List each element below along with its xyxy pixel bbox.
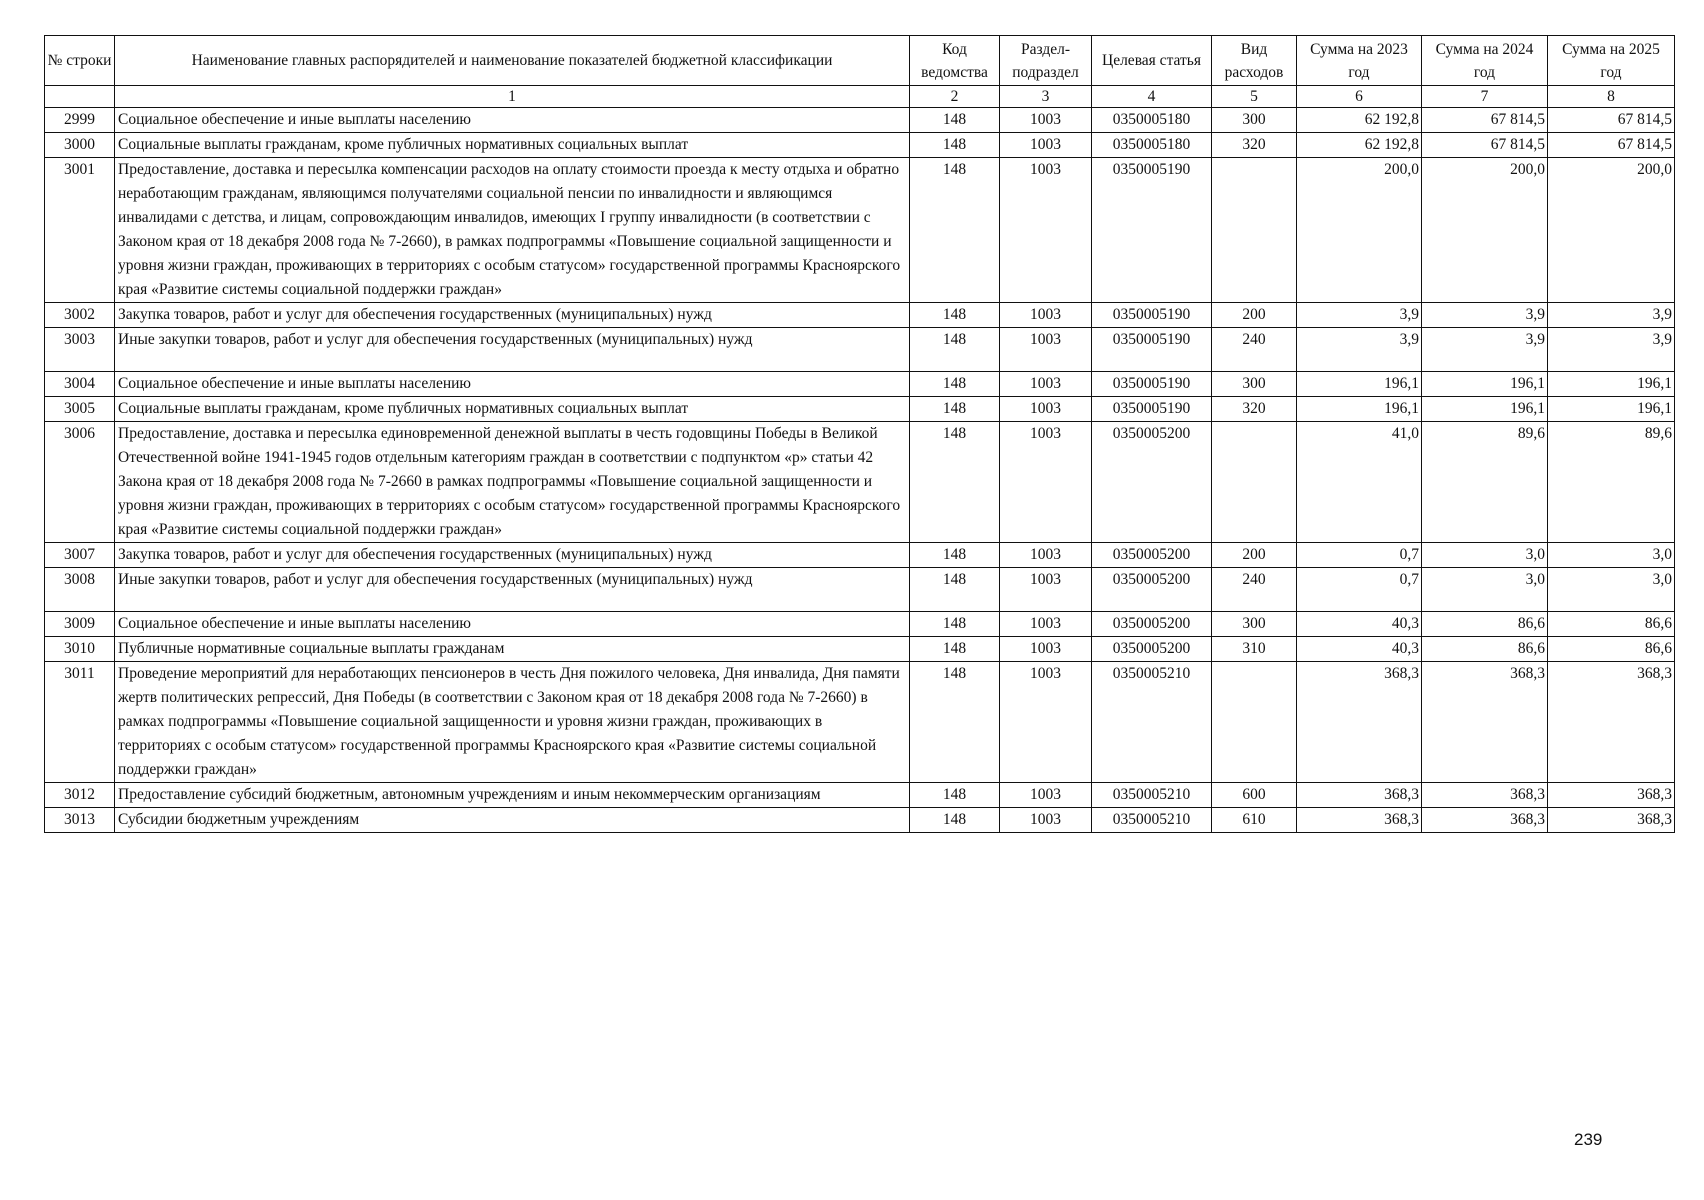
section-code: 1003 xyxy=(1000,422,1092,543)
section-code: 1003 xyxy=(1000,108,1092,133)
table-row xyxy=(45,422,1675,543)
header-sum-2024: Сумма на 2024 год xyxy=(1422,36,1548,86)
expense-kind: 300 xyxy=(1212,372,1297,397)
sum-2024: 89,6 xyxy=(1422,422,1548,543)
row-name: Социальные выплаты гражданам, кроме публичных нормативных социальных выплат xyxy=(115,133,910,158)
row-name: Социальное обеспечение и иные выплаты населению xyxy=(115,108,910,133)
sum-2024: 3,0 xyxy=(1422,568,1548,612)
section-code: 1003 xyxy=(1000,328,1092,372)
row-name: Субсидии бюджетным учреждениям xyxy=(115,808,910,833)
expense-kind: 240 xyxy=(1212,568,1297,612)
dept-code: 148 xyxy=(910,158,1000,303)
target-article: 0350005200 xyxy=(1092,612,1212,637)
page-number: 239 xyxy=(1574,1130,1603,1149)
sum-2024: 3,9 xyxy=(1422,303,1548,328)
row-number: 2999 xyxy=(45,108,115,133)
row-name: Социальное обеспечение и иные выплаты населению xyxy=(115,372,910,397)
dept-code: 148 xyxy=(910,397,1000,422)
section-code: 1003 xyxy=(1000,662,1092,783)
row-name: Иные закупки товаров, работ и услуг для обеспечения государственных (муниципальных) нужд xyxy=(115,568,910,612)
dept-code: 148 xyxy=(910,372,1000,397)
target-article: 0350005210 xyxy=(1092,783,1212,808)
sum-2023: 40,3 xyxy=(1297,612,1422,637)
column-index: 5 xyxy=(1212,86,1297,108)
header-name: Наименование главных распорядителей и наименование показателей бюджетной классификации xyxy=(115,36,910,86)
row-number: 3005 xyxy=(45,397,115,422)
sum-2024: 67 814,5 xyxy=(1422,108,1548,133)
dept-code: 148 xyxy=(910,783,1000,808)
expense-kind: 200 xyxy=(1212,303,1297,328)
sum-2023: 40,3 xyxy=(1297,637,1422,662)
row-number: 3009 xyxy=(45,612,115,637)
sum-2025: 3,9 xyxy=(1548,328,1675,372)
sum-2025: 196,1 xyxy=(1548,372,1675,397)
sum-2024: 368,3 xyxy=(1422,783,1548,808)
header-sum-2023: Сумма на 2023 год xyxy=(1297,36,1422,86)
expense-kind: 240 xyxy=(1212,328,1297,372)
section-code: 1003 xyxy=(1000,568,1092,612)
sum-2024: 86,6 xyxy=(1422,612,1548,637)
sum-2023: 368,3 xyxy=(1297,662,1422,783)
header-row xyxy=(45,36,1675,86)
sum-2024: 200,0 xyxy=(1422,158,1548,303)
row-number: 3003 xyxy=(45,328,115,372)
sum-2024: 368,3 xyxy=(1422,662,1548,783)
section-code: 1003 xyxy=(1000,303,1092,328)
sum-2025: 200,0 xyxy=(1548,158,1675,303)
target-article: 0350005190 xyxy=(1092,158,1212,303)
expense-kind: 200 xyxy=(1212,543,1297,568)
table-row xyxy=(45,328,1675,372)
section-code: 1003 xyxy=(1000,612,1092,637)
column-index: 8 xyxy=(1548,86,1675,108)
section-code: 1003 xyxy=(1000,783,1092,808)
sum-2025: 86,6 xyxy=(1548,637,1675,662)
expense-kind: 600 xyxy=(1212,783,1297,808)
row-number: 3007 xyxy=(45,543,115,568)
header-expense-kind: Вид расходов xyxy=(1212,36,1297,86)
dept-code: 148 xyxy=(910,637,1000,662)
header-section: Раздел-подраздел xyxy=(1000,36,1092,86)
table-row xyxy=(45,397,1675,422)
sum-2025: 89,6 xyxy=(1548,422,1675,543)
table-row xyxy=(45,568,1675,612)
dept-code: 148 xyxy=(910,568,1000,612)
sum-2025: 368,3 xyxy=(1548,783,1675,808)
sum-2025: 368,3 xyxy=(1548,808,1675,833)
column-index-blank xyxy=(45,86,115,108)
sum-2023: 196,1 xyxy=(1297,372,1422,397)
row-name: Предоставление, доставка и пересылка единовременной денежной выплаты в честь годовщины Победы в Великой Отечественной войне 1941-1945 годов отдельным категориям граждан в соответствии с подпунктом «р» статьи 42 Закона края от 18 декабря 2008 года № 7-2660 в рамках подпрограммы «Повышение социальной защищенности и уровня жизни граждан, проживающих в территориях с особым статусом» государственной программы Красноярского края «Развитие системы социальной поддержки граждан» xyxy=(115,422,910,543)
sum-2023: 368,3 xyxy=(1297,783,1422,808)
dept-code: 148 xyxy=(910,108,1000,133)
row-name: Социальные выплаты гражданам, кроме публичных нормативных социальных выплат xyxy=(115,397,910,422)
section-code: 1003 xyxy=(1000,133,1092,158)
sum-2025: 67 814,5 xyxy=(1548,133,1675,158)
sum-2023: 200,0 xyxy=(1297,158,1422,303)
expense-kind: 320 xyxy=(1212,133,1297,158)
table-row xyxy=(45,543,1675,568)
sum-2025: 67 814,5 xyxy=(1548,108,1675,133)
sum-2024: 86,6 xyxy=(1422,637,1548,662)
table-row xyxy=(45,303,1675,328)
expense-kind: 310 xyxy=(1212,637,1297,662)
table-row xyxy=(45,637,1675,662)
column-index: 1 xyxy=(115,86,910,108)
row-name: Предоставление субсидий бюджетным, автономным учреждениям и иным некоммерческим организациям xyxy=(115,783,910,808)
row-name: Предоставление, доставка и пересылка компенсации расходов на оплату стоимости проезда к месту отдыха и обратно неработающим гражданам, являющимся получателями социальной пенсии по инвалидности и являющимся инвалидами с детства, и лицам, сопровождающим инвалидов, имеющих I группу инвалидности (в соответствии с Законом края от 18 декабря 2008 года № 7-2660), в рамках подпрограммы «Повышение социальной защищенности и уровня жизни граждан, проживающих в территориях с особым статусом» государственной программы Красноярского края «Развитие системы социальной поддержки граждан» xyxy=(115,158,910,303)
budget-table xyxy=(44,35,1675,833)
sum-2023: 3,9 xyxy=(1297,328,1422,372)
row-name: Проведение мероприятий для неработающих пенсионеров в честь Дня пожилого человека, Дня инвалида, Дня памяти жертв политических репрессий, Дня Победы (в соответствии с Законом края от 18 декабря 2008 года № 7-2660) в рамках подпрограммы «Повышение социальной защищенности и уровня жизни граждан, проживающих в территориях с особым статусом» государственной программы Красноярского края «Развитие системы социальной поддержки граждан» xyxy=(115,662,910,783)
table-row xyxy=(45,133,1675,158)
expense-kind: 320 xyxy=(1212,397,1297,422)
table-row xyxy=(45,783,1675,808)
row-name: Социальное обеспечение и иные выплаты населению xyxy=(115,612,910,637)
expense-kind: 300 xyxy=(1212,612,1297,637)
sum-2024: 196,1 xyxy=(1422,397,1548,422)
target-article: 0350005210 xyxy=(1092,662,1212,783)
target-article: 0350005210 xyxy=(1092,808,1212,833)
target-article: 0350005200 xyxy=(1092,568,1212,612)
target-article: 0350005190 xyxy=(1092,328,1212,372)
section-code: 1003 xyxy=(1000,372,1092,397)
sum-2024: 3,9 xyxy=(1422,328,1548,372)
sum-2024: 3,0 xyxy=(1422,543,1548,568)
sum-2023: 0,7 xyxy=(1297,568,1422,612)
expense-kind xyxy=(1212,422,1297,543)
sum-2024: 67 814,5 xyxy=(1422,133,1548,158)
table-row xyxy=(45,612,1675,637)
sum-2024: 196,1 xyxy=(1422,372,1548,397)
column-index: 7 xyxy=(1422,86,1548,108)
target-article: 0350005200 xyxy=(1092,422,1212,543)
column-index: 3 xyxy=(1000,86,1092,108)
sum-2025: 368,3 xyxy=(1548,662,1675,783)
target-article: 0350005180 xyxy=(1092,133,1212,158)
expense-kind xyxy=(1212,158,1297,303)
target-article: 0350005200 xyxy=(1092,543,1212,568)
target-article: 0350005190 xyxy=(1092,397,1212,422)
table-row xyxy=(45,158,1675,303)
dept-code: 148 xyxy=(910,133,1000,158)
header-row-number: № строки xyxy=(45,36,115,86)
header-sum-2025: Сумма на 2025 год xyxy=(1548,36,1675,86)
sum-2023: 41,0 xyxy=(1297,422,1422,543)
dept-code: 148 xyxy=(910,808,1000,833)
section-code: 1003 xyxy=(1000,808,1092,833)
dept-code: 148 xyxy=(910,612,1000,637)
section-code: 1003 xyxy=(1000,158,1092,303)
target-article: 0350005200 xyxy=(1092,637,1212,662)
dept-code: 148 xyxy=(910,662,1000,783)
dept-code: 148 xyxy=(910,303,1000,328)
row-name: Публичные нормативные социальные выплаты гражданам xyxy=(115,637,910,662)
column-index: 6 xyxy=(1297,86,1422,108)
table-row xyxy=(45,662,1675,783)
table-row xyxy=(45,372,1675,397)
section-code: 1003 xyxy=(1000,637,1092,662)
budget-table-container xyxy=(44,35,1675,833)
target-article: 0350005190 xyxy=(1092,303,1212,328)
section-code: 1003 xyxy=(1000,543,1092,568)
row-number: 3008 xyxy=(45,568,115,612)
sum-2023: 62 192,8 xyxy=(1297,133,1422,158)
target-article: 0350005190 xyxy=(1092,372,1212,397)
sum-2025: 3,0 xyxy=(1548,568,1675,612)
row-number: 3013 xyxy=(45,808,115,833)
sum-2025: 196,1 xyxy=(1548,397,1675,422)
sum-2023: 0,7 xyxy=(1297,543,1422,568)
sum-2024: 368,3 xyxy=(1422,808,1548,833)
section-code: 1003 xyxy=(1000,397,1092,422)
row-name: Иные закупки товаров, работ и услуг для обеспечения государственных (муниципальных) нужд xyxy=(115,328,910,372)
sum-2025: 86,6 xyxy=(1548,612,1675,637)
row-number: 3012 xyxy=(45,783,115,808)
row-number: 3006 xyxy=(45,422,115,543)
header-dept-code: Код ведомства xyxy=(910,36,1000,86)
expense-kind xyxy=(1212,662,1297,783)
row-number: 3000 xyxy=(45,133,115,158)
row-number: 3011 xyxy=(45,662,115,783)
sum-2023: 368,3 xyxy=(1297,808,1422,833)
row-number: 3001 xyxy=(45,158,115,303)
row-number: 3010 xyxy=(45,637,115,662)
dept-code: 148 xyxy=(910,422,1000,543)
row-number: 3002 xyxy=(45,303,115,328)
sum-2023: 3,9 xyxy=(1297,303,1422,328)
column-index: 4 xyxy=(1092,86,1212,108)
row-name: Закупка товаров, работ и услуг для обеспечения государственных (муниципальных) нужд xyxy=(115,303,910,328)
row-number: 3004 xyxy=(45,372,115,397)
sum-2023: 62 192,8 xyxy=(1297,108,1422,133)
dept-code: 148 xyxy=(910,543,1000,568)
expense-kind: 300 xyxy=(1212,108,1297,133)
sum-2025: 3,9 xyxy=(1548,303,1675,328)
target-article: 0350005180 xyxy=(1092,108,1212,133)
header-target-article: Целевая статья xyxy=(1092,36,1212,86)
row-name: Закупка товаров, работ и услуг для обеспечения государственных (муниципальных) нужд xyxy=(115,543,910,568)
sum-2023: 196,1 xyxy=(1297,397,1422,422)
dept-code: 148 xyxy=(910,328,1000,372)
column-index-row xyxy=(45,86,1675,108)
expense-kind: 610 xyxy=(1212,808,1297,833)
table-row xyxy=(45,808,1675,833)
sum-2025: 3,0 xyxy=(1548,543,1675,568)
column-index: 2 xyxy=(910,86,1000,108)
table-row xyxy=(45,108,1675,133)
